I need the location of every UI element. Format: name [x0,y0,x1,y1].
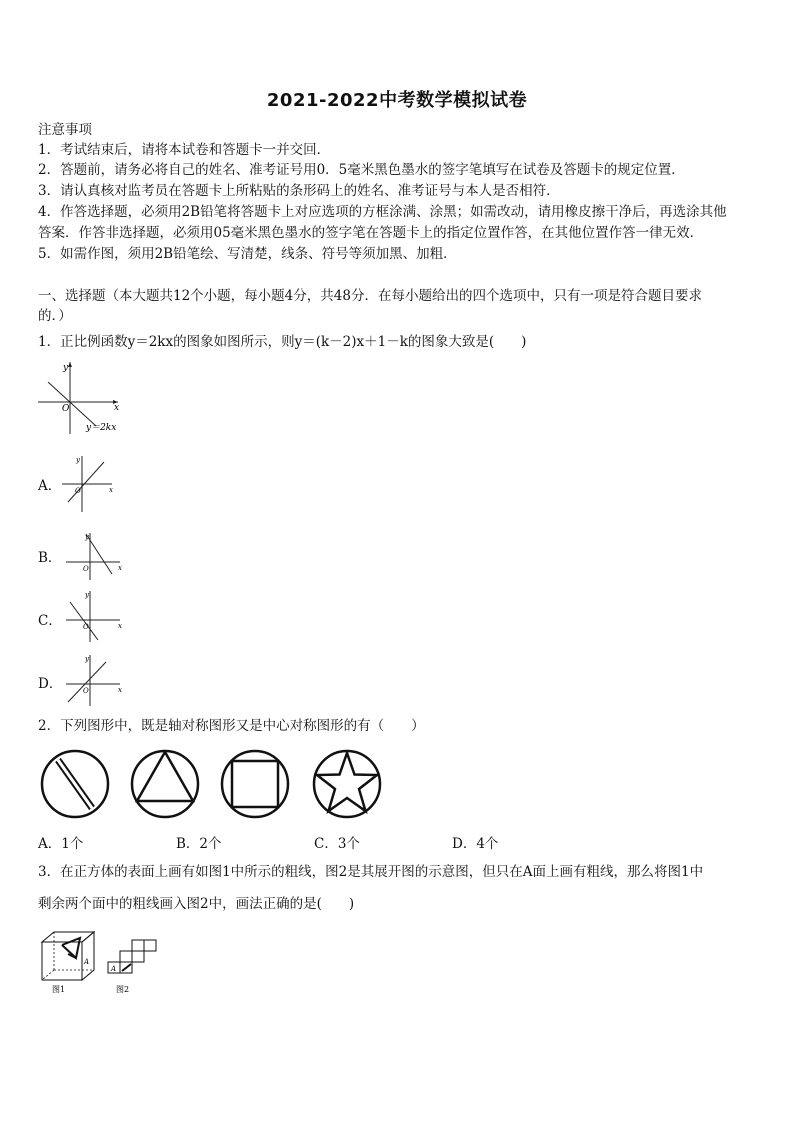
q2-figure-circle-star [310,748,384,820]
q1-axis-y: y [63,363,69,373]
q1-axis-x: x [114,403,120,413]
q3-fig1-face-label: A [84,958,90,966]
svg-text:y: y [76,456,80,464]
svg-text:y: y [85,533,89,541]
q2-figure-circle-triangle [128,748,202,820]
q1-figure-label: y＝2kx [86,423,117,433]
q3-fig1-caption: 图1 [52,985,66,994]
q2-option-c: C．3个 [314,836,360,852]
q1-option-a-label: A． [38,478,62,494]
q1-option-b-label: B． [38,550,62,566]
q1-stem: 1．正比例函数y＝2kx的图象如图所示，则y＝(k－2)x＋1－k的图象大致是( ) [38,334,527,350]
q2-option-a: A．1个 [38,836,84,852]
q2-figure-circle-square [218,748,292,820]
svg-text:y: y [85,655,89,663]
q2-figure-circle-slash [38,748,112,820]
notice-item-3: 3．请认真核对监考员在答题卡上所粘贴的条形码上的姓名、准考证号与本人是否相符． [38,183,560,199]
section-heading-line1: 一、选择题（本大题共12个小题，每小题4分，共48分．在每小题给出的四个选项中，只有一项是符合题目要求 [38,288,702,304]
q1-option-c-graph [62,588,128,644]
q3-figure-2-net [104,932,164,996]
q1-option-a-graph [60,452,120,514]
q2-option-d: D．4个 [452,836,499,852]
q3-stem-line2: 剩余两个面中的粗线画入图2中，画法正确的是( ) [38,896,355,912]
svg-text:x: x [118,622,122,630]
q1-option-b-graph [62,530,128,582]
svg-text:x: x [109,486,113,494]
svg-text:O: O [75,487,81,495]
section-heading-line2: 的．） [38,308,72,324]
q1-option-d-label: D． [38,676,63,692]
svg-text:O: O [83,623,89,631]
notice-item-2: 2．答题前，请务必将自己的姓名、准考证号用0．5毫米黑色墨水的签字笔填写在试卷及答题卡的规定位置． [38,162,685,178]
q1-option-c-label: C． [38,613,62,629]
notice-item-4-cont: 答案．作答非选择题，必须用05毫米黑色墨水的签字笔在答题卡上的指定位置作答，在其他位置作答一律无效． [38,225,704,241]
q3-stem-line1: 3．在正方体的表面上画有如图1中所示的粗线，图2是其展开图的示意图，但只在A面上画有粗线，那么将图1中 [38,864,704,880]
svg-text:x: x [118,686,122,694]
svg-text:O: O [83,565,89,573]
q1-given-graph [36,358,136,438]
notice-item-1: 1．考试结束后，请将本试卷和答题卡一并交回． [38,142,331,158]
q3-fig2-caption: 图2 [116,985,130,994]
notice-heading: 注意事项 [38,122,92,138]
page-title: 2021-2022中考数学模拟试卷 [266,90,528,111]
svg-text:O: O [83,687,89,695]
q1-origin: O [62,404,70,414]
notice-item-5: 5．如需作图，须用2B铅笔绘、写清楚，线条、符号等须加黑、加粗． [38,246,457,262]
svg-text:y: y [85,591,89,599]
q3-fig2-face-label: A [111,965,117,973]
q2-stem: 2．下列图形中，既是轴对称图形又是中心对称图形的有（ ） [38,718,425,734]
notice-item-4: 4．作答选择题，必须用2B铅笔将答题卡上对应选项的方框涂满、涂黑；如需改动，请用橡皮擦干净后，再选涂其他 [38,204,727,220]
svg-text:x: x [118,564,122,572]
q3-figure-1-cube [38,928,98,996]
q2-option-b: B．2个 [176,836,222,852]
q1-option-d-graph [62,652,128,708]
